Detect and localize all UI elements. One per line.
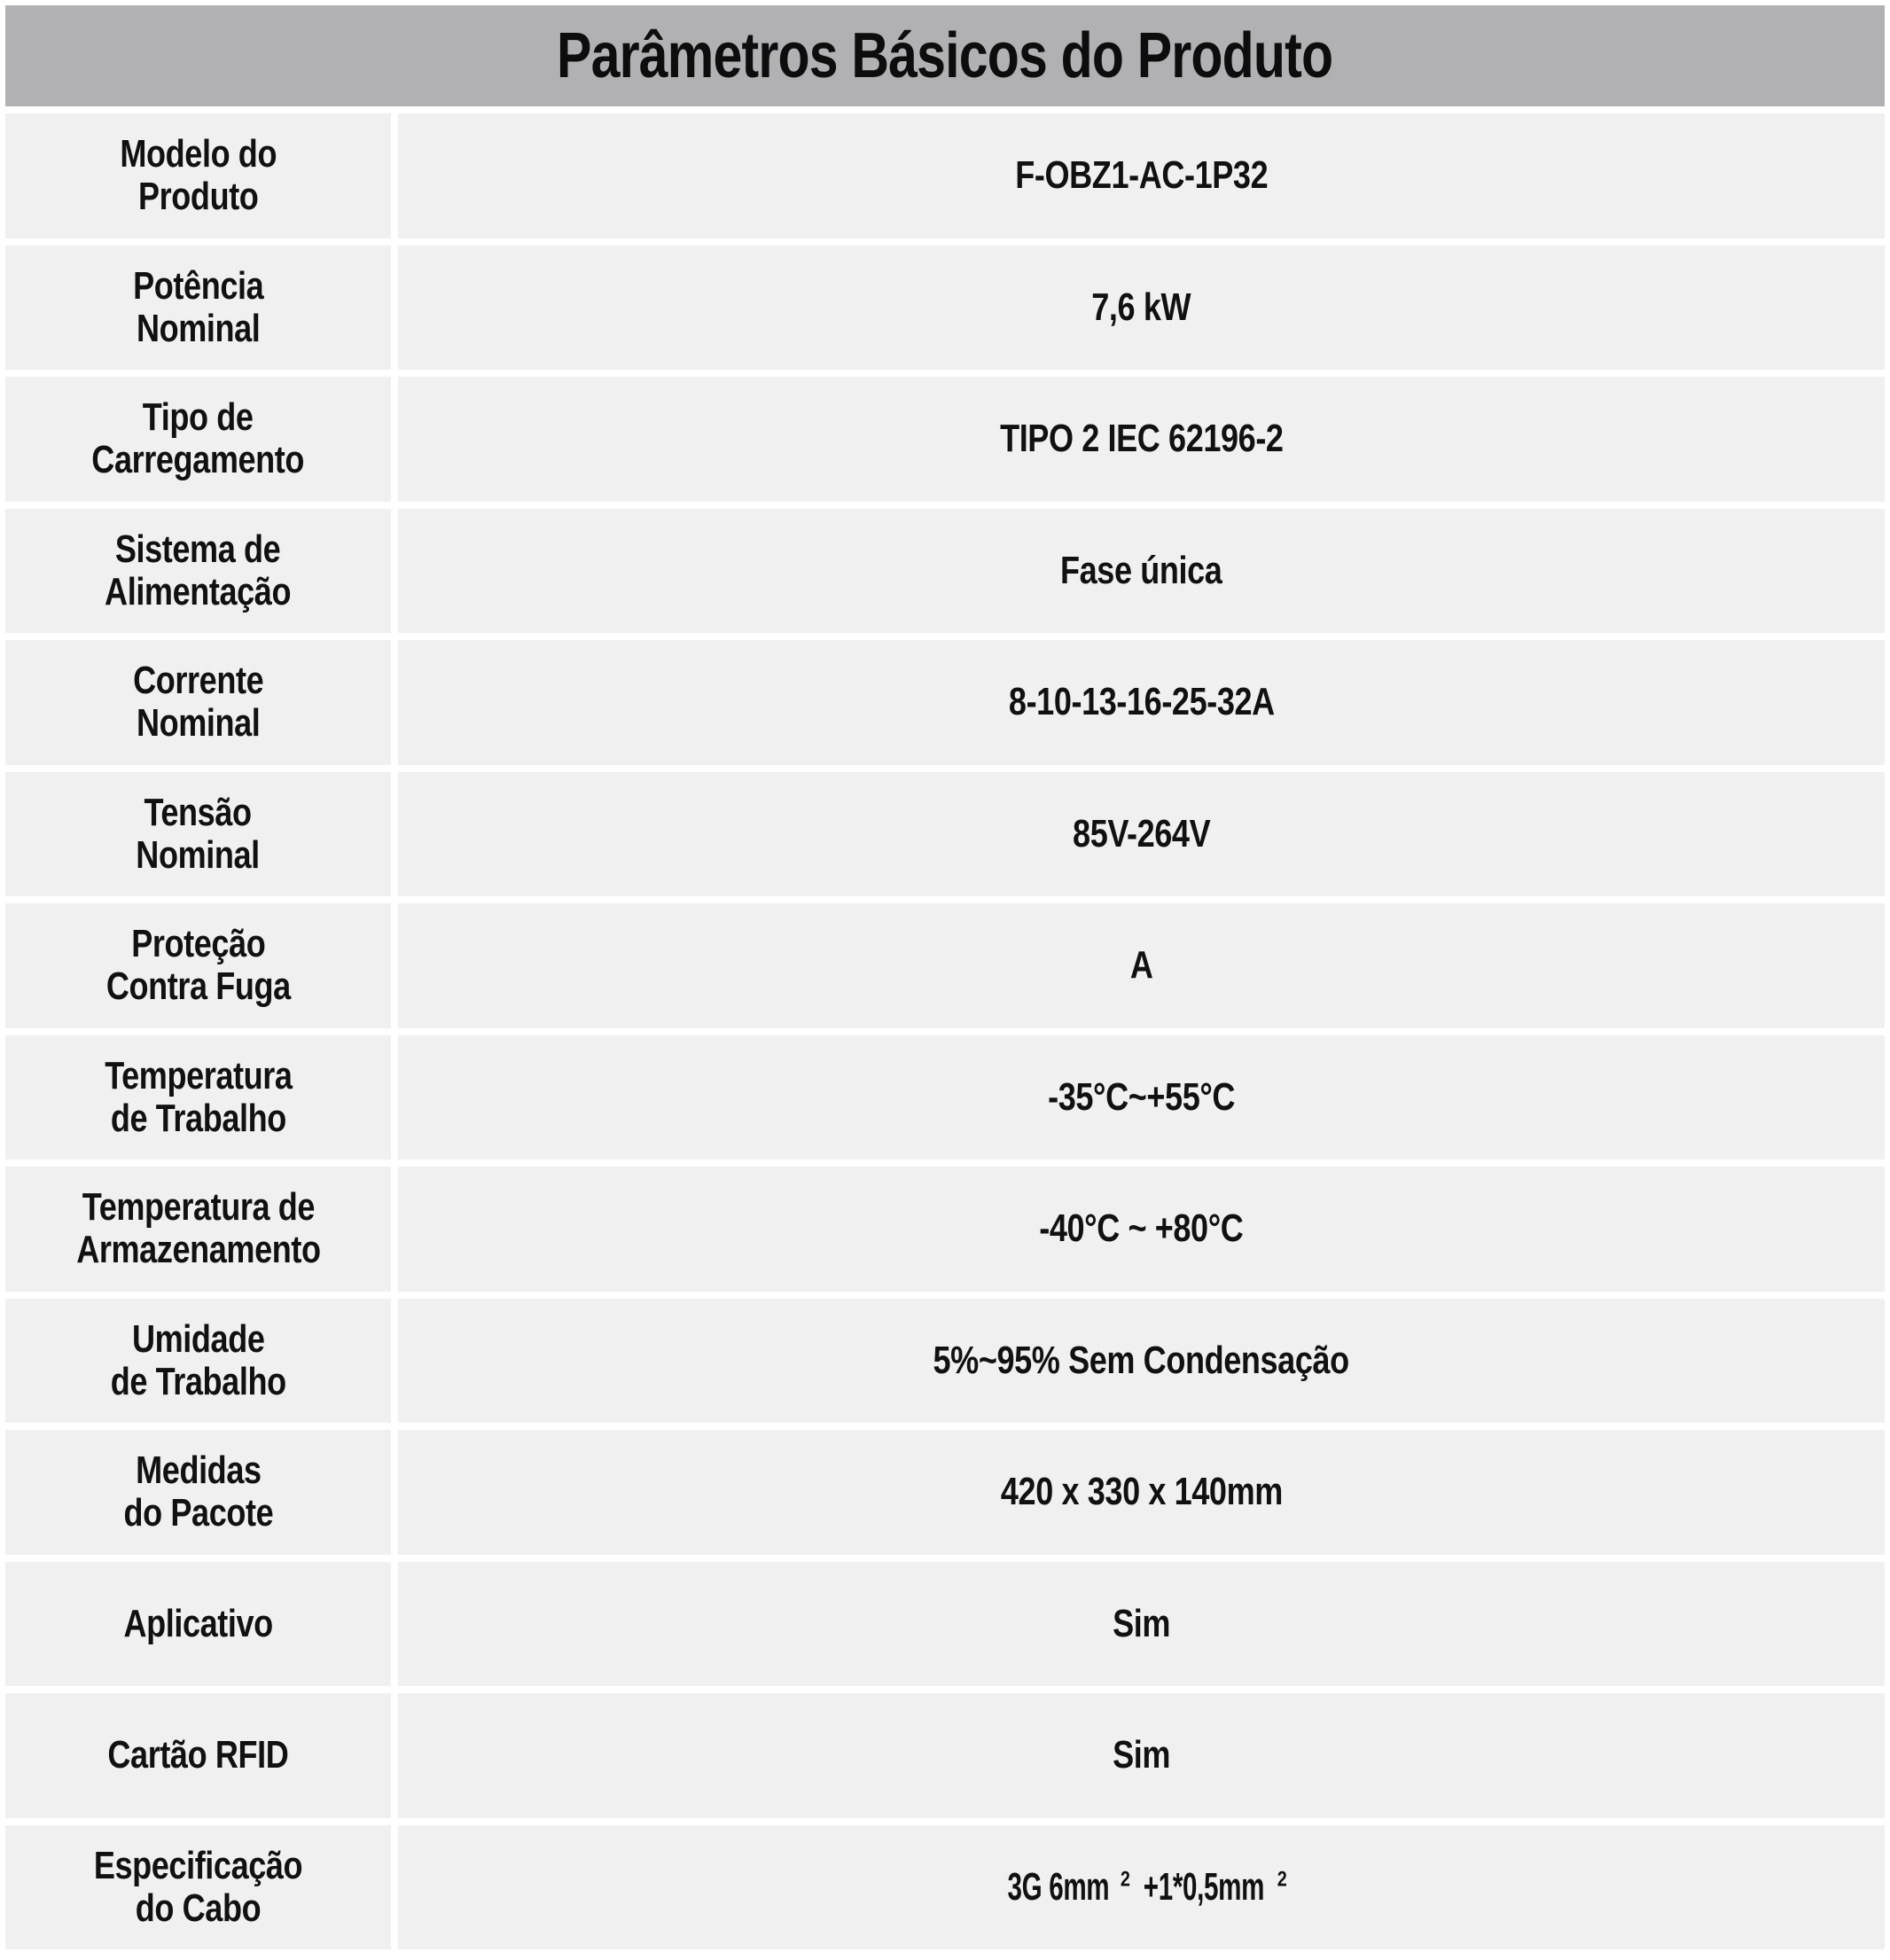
row-label-power	[5, 246, 391, 371]
row-label-charging-type	[5, 377, 391, 502]
label-text: Temperatura de Armazenamento	[75, 1185, 321, 1272]
label-text: Proteção Contra Fuga	[105, 922, 291, 1009]
value-text: TIPO 2 IEC 62196-2	[999, 417, 1284, 461]
row-label-app	[5, 1562, 391, 1687]
row-value-current	[398, 640, 1885, 765]
row-value-working-humidity	[398, 1299, 1885, 1424]
value-text: 5%~95% Sem Condensação	[933, 1338, 1350, 1382]
table-title: Parâmetros Básicos do Produto	[557, 20, 1333, 91]
value-text: Fase única	[1060, 548, 1222, 592]
label-text: Tensão Nominal	[136, 790, 261, 877]
row-value-cable-spec	[398, 1825, 1885, 1950]
row-label-leakage-protection	[5, 903, 391, 1028]
row-label-working-temperature	[5, 1035, 391, 1160]
cable-spec-part: 3G 6mm	[1007, 1864, 1110, 1909]
label-text: Modelo do Produto	[120, 132, 277, 219]
label-text: Aplicativo	[123, 1601, 273, 1645]
label-text: Potência Nominal	[132, 263, 264, 350]
label-text: Corrente Nominal	[132, 659, 264, 746]
row-value-rfid-card	[398, 1693, 1885, 1818]
label-text: Cartão RFID	[107, 1733, 289, 1777]
label-text: Tipo de Carregamento	[91, 395, 305, 482]
value-text: -40°C ~ +80°C	[1039, 1206, 1244, 1251]
label-text: Especificação do Cabo	[93, 1843, 303, 1930]
row-value-supply-system	[398, 509, 1885, 634]
row-value-working-temperature	[398, 1035, 1885, 1160]
row-value-model	[398, 113, 1885, 238]
value-text: Sim	[1113, 1733, 1170, 1777]
row-value-voltage	[398, 772, 1885, 897]
row-value-leakage-protection	[398, 903, 1885, 1028]
row-label-current	[5, 640, 391, 765]
label-text: Medidas do Pacote	[123, 1449, 273, 1535]
label-text: Umidade de Trabalho	[110, 1316, 286, 1403]
row-label-rfid-card	[5, 1693, 391, 1818]
row-label-storage-temperature	[5, 1167, 391, 1292]
label-text: Temperatura de Trabalho	[104, 1053, 293, 1140]
row-label-voltage	[5, 772, 391, 897]
product-parameters-table	[5, 5, 1885, 1955]
value-text: F-OBZ1-AC-1P32	[1015, 153, 1268, 198]
value-text: 85V-264V	[1072, 811, 1211, 855]
value-text: Sim	[1113, 1601, 1170, 1645]
value-text: -35°C~+55°C	[1048, 1074, 1235, 1119]
value-text: 8-10-13-16-25-32A	[1008, 680, 1275, 724]
superscript: 2	[1120, 1867, 1130, 1892]
row-value-power	[398, 246, 1885, 371]
label-text: Sistema de Alimentação	[105, 527, 292, 613]
cable-spec-part: +1*0,5mm	[1143, 1864, 1264, 1909]
row-label-supply-system	[5, 509, 391, 634]
row-value-app	[398, 1562, 1885, 1687]
row-label-package-dimensions	[5, 1430, 391, 1555]
row-value-charging-type	[398, 377, 1885, 502]
row-value-storage-temperature	[398, 1167, 1885, 1292]
table-header	[5, 5, 1885, 106]
row-value-package-dimensions	[398, 1430, 1885, 1555]
row-label-model	[5, 113, 391, 238]
value-text	[996, 1865, 1286, 1909]
superscript: 2	[1277, 1867, 1287, 1892]
value-text: 7,6 kW	[1091, 285, 1191, 329]
row-label-cable-spec	[5, 1825, 391, 1950]
row-label-working-humidity	[5, 1299, 391, 1424]
value-text: A	[1129, 943, 1153, 988]
value-text: 420 x 330 x 140mm	[1000, 1470, 1283, 1514]
